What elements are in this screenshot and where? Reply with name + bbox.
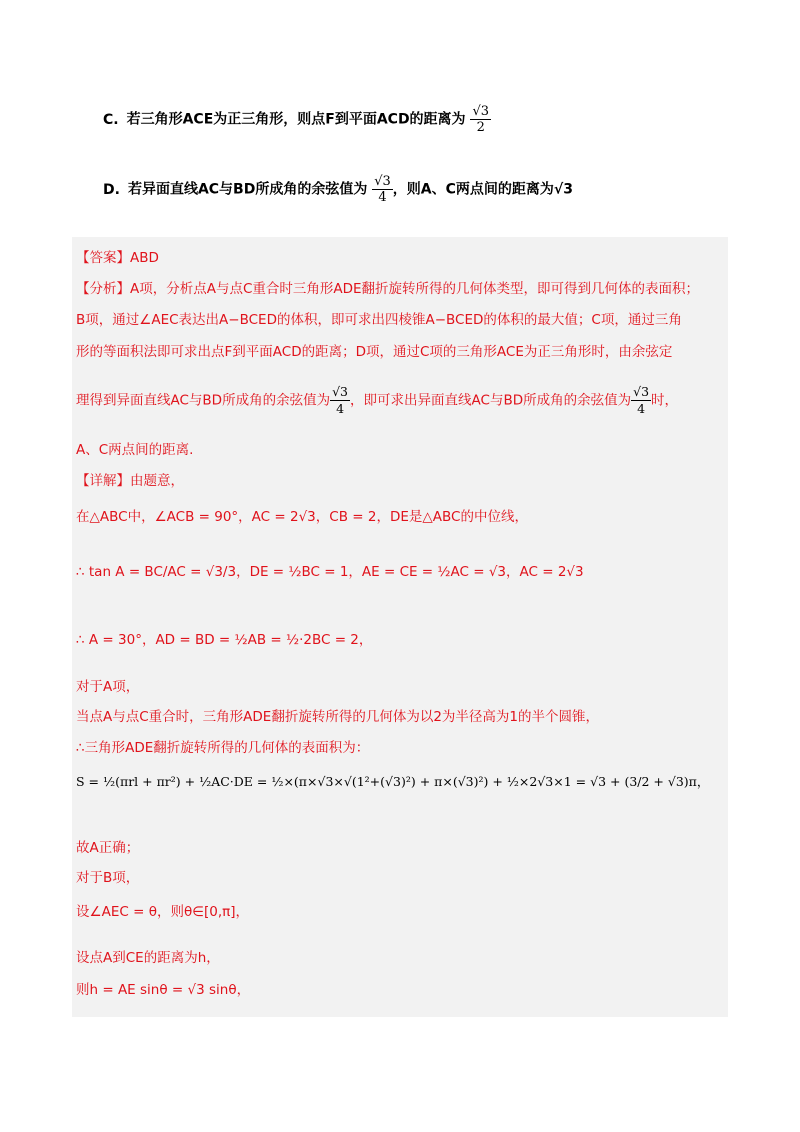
option-c-frac-num: √3 bbox=[472, 104, 489, 119]
analysis-frac1-num: √3 bbox=[332, 384, 349, 399]
option-c-text: 若三角形ACE为正三角形，则点F到平面ACD的距离为 bbox=[126, 111, 466, 128]
option-d-fraction bbox=[372, 174, 393, 205]
analysis-line-3: 形的等面积法即可求出点F到平面ACD的距离；D项，通过C项的三角形ACE为正三角形时，由余弦定 bbox=[76, 344, 673, 360]
detail-line-5: 对于A项， bbox=[76, 679, 140, 695]
analysis-frac1-den: 4 bbox=[336, 401, 345, 416]
detail-line-11: 设∠AEC = θ，则θ∈[0,π]， bbox=[76, 904, 250, 920]
option-c-fraction bbox=[470, 104, 491, 135]
detail-line-4: ∴ A = 30°，AD = BD = ½AB = ½·2BC = 2， bbox=[76, 632, 373, 648]
detail-line-10: 对于B项， bbox=[76, 870, 140, 886]
answer-line bbox=[76, 246, 159, 266]
option-c-frac-den: 2 bbox=[476, 120, 485, 135]
analysis-text-4c: 时， bbox=[651, 392, 679, 409]
analysis-line-5: A、C两点间的距离. bbox=[76, 442, 194, 458]
analysis-text-4a: 理得到异面直线AC与BD所成角的余弦值为 bbox=[76, 392, 331, 409]
option-d-label: D. bbox=[103, 181, 120, 198]
detail-line-6: 当点A与点C重合时，三角形ADE翻折旋转所得的几何体为以2为半径高为1的半个圆锥， bbox=[76, 709, 599, 725]
option-d bbox=[103, 174, 573, 205]
answer-value: ABD bbox=[130, 250, 159, 266]
detail-line-3: ∴ tan A = BC/AC = √3/3，DE = ½BC = 1，AE = CE = ½AC = √3，AC = 2√3 bbox=[76, 564, 584, 580]
analysis-frac2-den: 4 bbox=[637, 401, 646, 416]
option-d-frac-num: √3 bbox=[374, 174, 391, 189]
detail-tag: 【详解】 bbox=[76, 473, 130, 489]
option-c-label: C. bbox=[103, 111, 119, 128]
detail-line-7: ∴三角形ADE翻折旋转所得的几何体的表面积为： bbox=[76, 740, 370, 756]
detail-line-9: 故A正确； bbox=[76, 840, 140, 856]
option-c bbox=[103, 104, 491, 135]
analysis-tag: 【分析】 bbox=[76, 281, 130, 297]
detail-line-8-formula: S = ½(πrl + πr²) + ½AC·DE = ½×(π×√3×√(1²+(√3)²) + π×(√3)²) + ½×2√3×1 = √3 + (3/2 + √3)π， bbox=[76, 774, 710, 789]
analysis-frac2-num: √3 bbox=[633, 384, 650, 399]
analysis-text-1: A项，分析点A与点C重合时三角形ADE翻折旋转所得的几何体类型，即可得到几何体的表面积； bbox=[130, 281, 700, 297]
detail-line-2: 在△ABC中，∠ACB = 90°，AC = 2√3，CB = 2，DE是△ABC的中位线， bbox=[76, 509, 528, 525]
option-d-text1: 若异面直线AC与BD所成角的余弦值为 bbox=[127, 181, 368, 198]
analysis-line-1 bbox=[76, 277, 699, 297]
analysis-line-4 bbox=[76, 384, 678, 417]
option-d-text2: ，则A、C两点间的距离为√3 bbox=[392, 181, 573, 198]
answer-tag: 【答案】 bbox=[76, 250, 130, 266]
option-d-frac-den: 4 bbox=[378, 190, 387, 205]
analysis-text-4b: ，即可求出异面直线AC与BD所成角的余弦值为 bbox=[350, 392, 632, 409]
detail-line-12: 设点A到CE的距离为h， bbox=[76, 950, 220, 966]
detail-intro: 由题意， bbox=[130, 473, 184, 489]
analysis-fraction-1 bbox=[330, 384, 350, 417]
analysis-fraction-2 bbox=[631, 384, 651, 417]
analysis-line-2: B项，通过∠AEC表达出A−BCED的体积，即可求出四棱锥A−BCED的体积的最大值；C项，通过三角 bbox=[76, 312, 682, 328]
detail-line-1 bbox=[76, 469, 184, 489]
detail-line-13: 则h = AE sinθ = √3 sinθ， bbox=[76, 982, 251, 998]
